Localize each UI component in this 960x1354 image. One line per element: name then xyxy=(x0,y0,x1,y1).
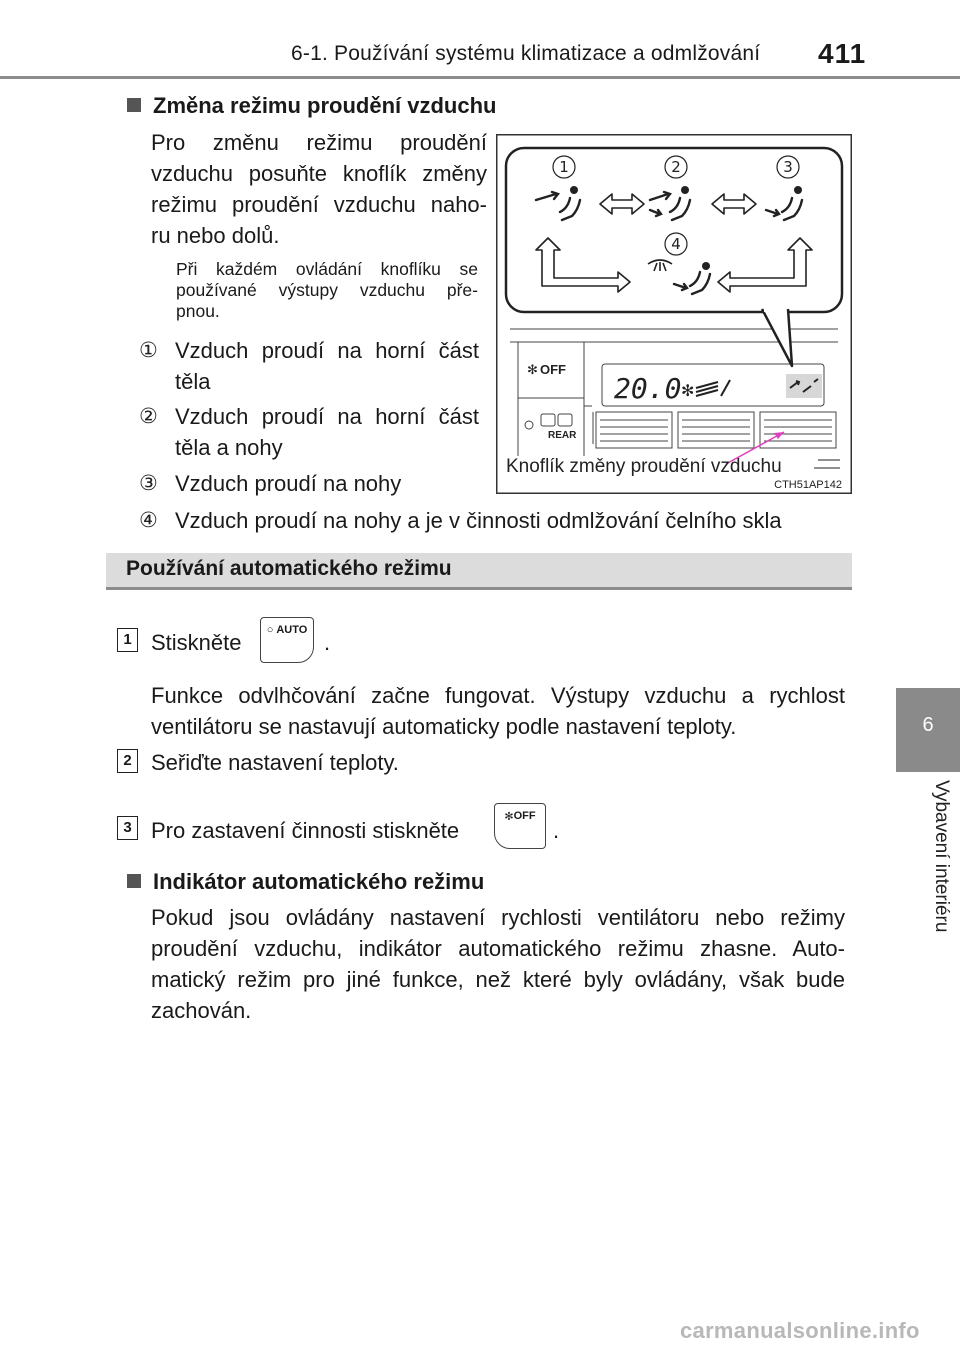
figure-code: CTH51AP142 xyxy=(774,479,842,491)
step-2-text: Seřiďte nastavení teploty. xyxy=(151,750,399,775)
section-bar xyxy=(106,553,852,590)
airflow-heading-text: Změna režimu proudění vzduchu xyxy=(153,93,497,118)
desc-line: Funkce odvlhčování začne fungovat. Výstupy vzduchu a rychlost xyxy=(151,683,845,708)
rear-defogger-label: REAR xyxy=(548,430,577,441)
step-3-text-after: . xyxy=(553,818,560,843)
step-3-text-before: Pro zastavení činnosti stiskněte xyxy=(151,818,460,843)
fan-icon: ✻ xyxy=(527,362,538,377)
chapter-tab xyxy=(896,688,960,772)
display-fan-icon: ✻ xyxy=(681,383,695,400)
item-marker: ① xyxy=(139,338,158,362)
item-line: Vzduch proudí na horní část xyxy=(175,404,479,429)
chapter-number: 6 xyxy=(922,714,934,736)
airflow-heading xyxy=(127,90,496,121)
watermark: carmanualsonline.info xyxy=(680,1318,920,1343)
step-number: 1 xyxy=(117,628,138,652)
desc-line: ventilátoru se nastavují automaticky podle nastavení teploty. xyxy=(151,714,737,739)
indicator-heading xyxy=(127,866,484,897)
step-1-text-after: . xyxy=(324,630,331,655)
airflow-note xyxy=(176,259,478,322)
airflow-intro xyxy=(151,127,487,251)
indicator-heading-text: Indikátor automatického režimu xyxy=(153,869,485,894)
item-marker: ② xyxy=(139,404,158,428)
intro-line: vzduchu posuňte knoflík změny xyxy=(151,161,487,186)
knob-caption: Knoflík změny proudění vzduchu xyxy=(506,456,782,477)
airflow-knob-figure xyxy=(496,134,852,494)
note-line: pnou. xyxy=(176,301,220,321)
item-line: těla xyxy=(175,369,211,394)
intro-line: Pro změnu režimu proudění xyxy=(151,130,487,155)
item-line: Vzduch proudí na nohy a je v činnosti odmlžování čelního skla xyxy=(175,508,782,533)
step-number: 3 xyxy=(117,816,138,840)
fan-off-label: OFF xyxy=(540,362,566,377)
mode-icon-face-head xyxy=(570,186,578,194)
square-bullet-icon xyxy=(127,98,141,112)
header-rule xyxy=(0,76,960,79)
marker-3: 3 xyxy=(783,158,793,176)
item-marker: ④ xyxy=(139,508,158,532)
fan-off-button-label: OFF xyxy=(513,810,536,822)
item-line: Vzduch proudí na nohy xyxy=(175,471,402,496)
indicator-paragraph xyxy=(151,902,845,1026)
note-line: Při každém ovládání knoflíku se xyxy=(176,259,478,279)
chapter-label: Vybavení interiéru xyxy=(931,780,952,933)
fan-icon: ✻ xyxy=(504,811,514,823)
page-number: 411 xyxy=(818,38,867,69)
square-bullet-icon xyxy=(127,874,141,888)
fan-off-button xyxy=(494,803,546,849)
intro-line: režimu proudění vzduchu naho- xyxy=(151,192,487,217)
mode-icon-feet-head xyxy=(794,186,802,194)
marker-4: 4 xyxy=(671,235,681,253)
marker-2: 2 xyxy=(671,158,681,176)
item-marker: ③ xyxy=(139,471,158,495)
section-title: Používání automatického režimu xyxy=(126,557,452,580)
step-1-description xyxy=(151,680,845,742)
step-1-text-before: Stiskněte xyxy=(151,630,242,655)
auto-button-label: AUTO xyxy=(276,624,308,636)
indicator-line: Pokud jsou ovládány nastavení rychlosti ventilátoru nebo režimy xyxy=(151,905,845,930)
item-line: Vzduch proudí na horní část xyxy=(175,338,479,363)
auto-indicator-icon: ○ xyxy=(266,624,274,636)
indicator-line: zachován. xyxy=(151,998,252,1023)
note-line: používané výstupy vzduchu pře- xyxy=(176,280,478,300)
mode-icon-bilevel-head xyxy=(681,186,689,194)
auto-button xyxy=(260,617,314,663)
intro-line: ru nebo dolů. xyxy=(151,223,280,248)
running-header-title: 6-1. Používání systému klimatizace a odmlžování xyxy=(291,42,761,65)
indicator-line: matický režim pro jiné funkce, než které byly ovládány, však bude xyxy=(151,967,845,992)
temperature-display: 20.0 xyxy=(614,372,682,405)
step-number: 2 xyxy=(117,749,138,773)
marker-1: 1 xyxy=(559,158,569,176)
item-line: těla a nohy xyxy=(175,435,283,460)
indicator-line: proudění vzduchu, indikátor automatického režimu zhasne. Auto- xyxy=(151,936,845,961)
